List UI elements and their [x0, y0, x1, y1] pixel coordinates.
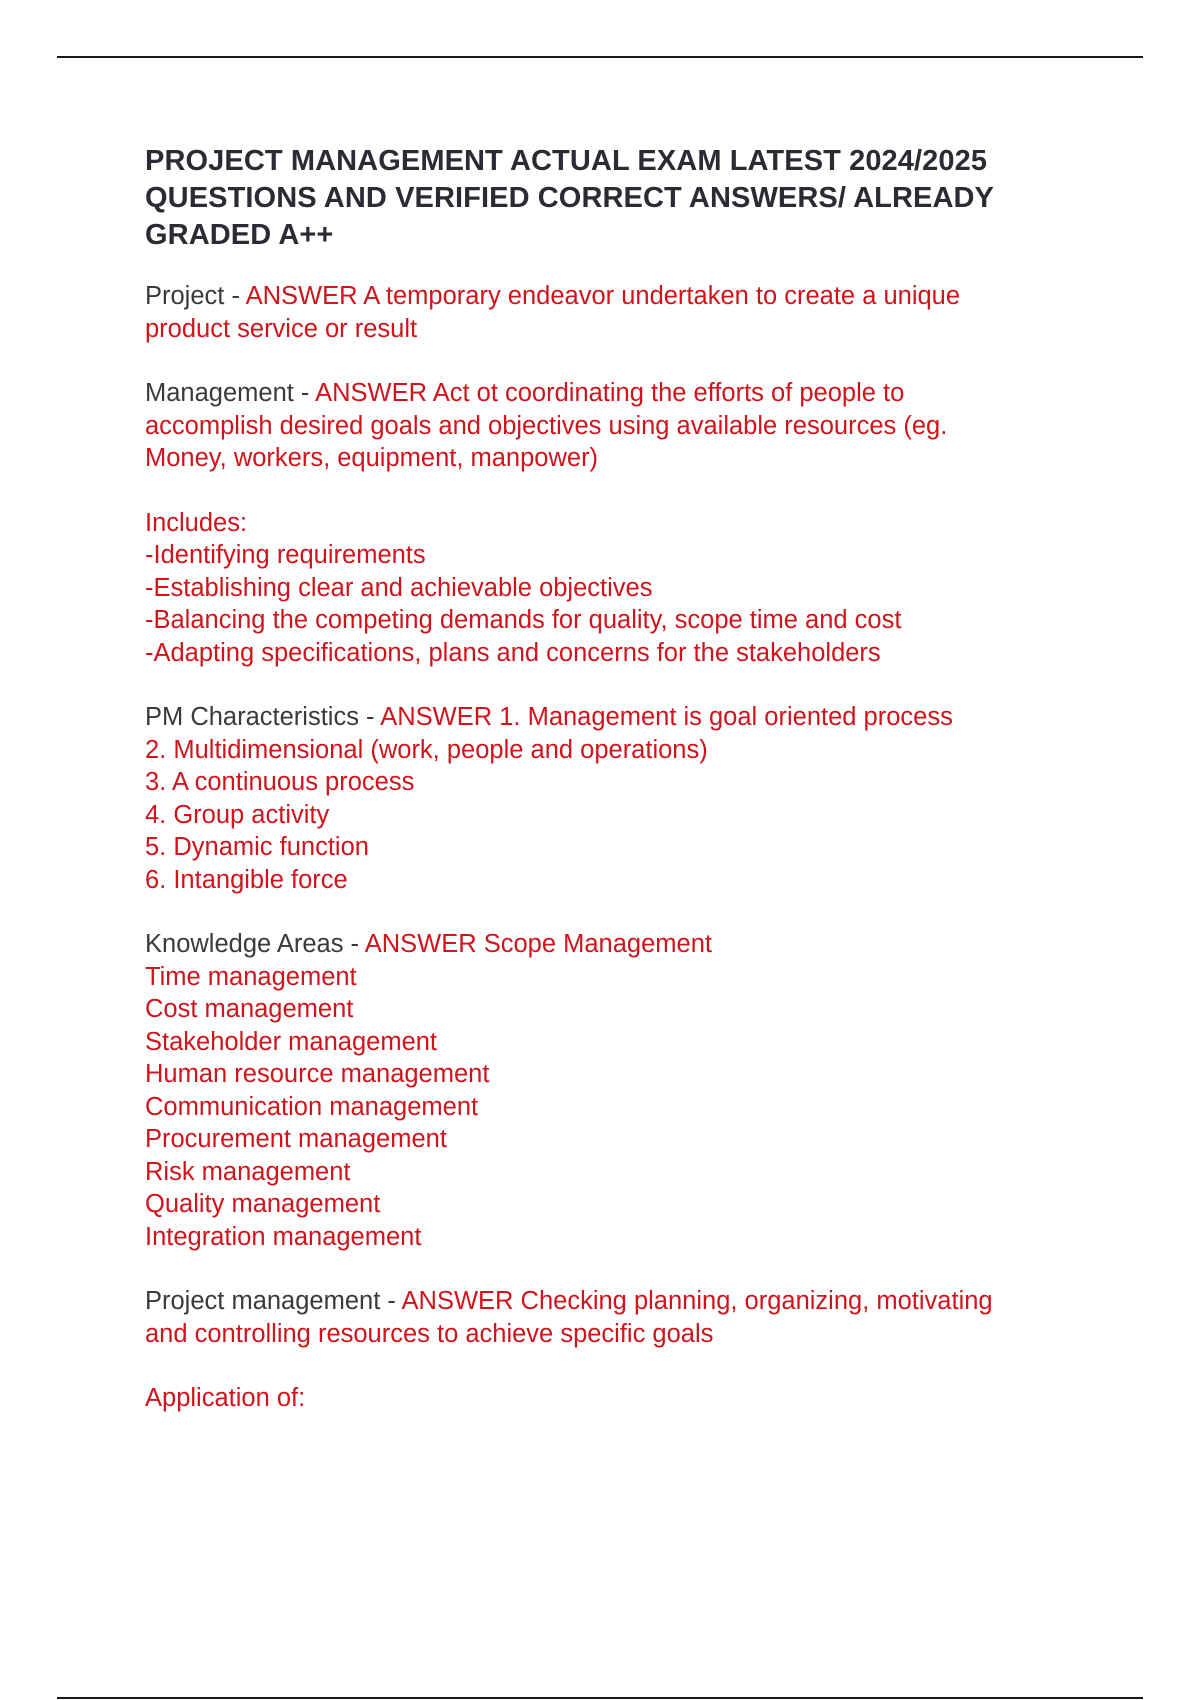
term-label: Project management - [145, 1287, 402, 1315]
spacer [145, 345, 1095, 377]
list-item: 3. A continuous process [145, 768, 415, 796]
spacer [145, 1350, 1095, 1382]
answer-text: ANSWER Scope Management [364, 930, 712, 958]
qa-entry-knowledge-areas [145, 928, 1095, 1253]
list-heading: Includes: [145, 508, 248, 537]
answer-text: Application of: [145, 1384, 306, 1412]
list-item: 4. Group activity [145, 800, 330, 829]
footer-rule [57, 1697, 1143, 1699]
includes-list [145, 507, 1095, 670]
document-title: PROJECT MANAGEMENT ACTUAL EXAM LATEST 2024/2025 QUESTIONS AND VERIFIED CORRECT ANSWERS/ ALREADY GRADED A++ [145, 145, 994, 251]
answer-text: accomplish desired goals and objectives using available resources (eg. [145, 411, 948, 440]
term-label: PM Characteristics - [145, 703, 381, 731]
answer-text: ANSWER Checking planning, organizing, motivating [401, 1287, 993, 1315]
answer-text: ANSWER 1. Management is goal oriented process [380, 703, 953, 731]
answer-text: ANSWER A temporary endeavor undertaken to create a unique [245, 282, 961, 310]
list-item: Risk management [145, 1157, 351, 1186]
answer-text: ANSWER Act ot coordinating the efforts of people to [315, 379, 905, 407]
answer-text: and controlling resources to achieve specific goals [145, 1319, 714, 1348]
answer-text: product service or result [145, 314, 418, 343]
list-item: Stakeholder management [145, 1027, 438, 1056]
qa-entry-pm-characteristics [145, 701, 1095, 896]
list-item: -Adapting specifications, plans and concerns for the stakeholders [145, 638, 881, 667]
spacer [145, 475, 1095, 507]
term-label: Project - [145, 282, 246, 310]
answer-text: Money, workers, equipment, manpower) [145, 444, 599, 472]
qa-entry-project [145, 280, 1095, 345]
list-item: Procurement management [145, 1125, 447, 1153]
application-of-heading [145, 1382, 1095, 1415]
list-item: -Balancing the competing demands for quality, scope time and cost [145, 606, 902, 634]
list-item: Integration management [145, 1222, 422, 1251]
list-item: -Identifying requirements [145, 541, 426, 569]
list-item: Quality management [145, 1190, 381, 1218]
qa-entry-management [145, 377, 1095, 475]
list-item: Communication management [145, 1092, 479, 1121]
spacer [145, 254, 1095, 280]
header-rule [57, 56, 1143, 58]
list-item: Cost management [145, 995, 354, 1023]
list-item: 2. Multidimensional (work, people and operations) [145, 735, 708, 764]
term-label: Knowledge Areas - [145, 930, 365, 958]
spacer [145, 896, 1095, 928]
list-item: -Establishing clear and achievable objectives [145, 573, 653, 602]
spacer [145, 1253, 1095, 1285]
list-item: Human resource management [145, 1060, 490, 1088]
list-item: Time management [145, 962, 357, 991]
list-item: 5. Dynamic function [145, 833, 369, 861]
term-label: Management - [145, 379, 316, 407]
spacer [145, 669, 1095, 701]
list-item: 6. Intangible force [145, 865, 348, 894]
qa-entry-project-management [145, 1285, 1095, 1350]
document-body [145, 143, 1095, 1415]
